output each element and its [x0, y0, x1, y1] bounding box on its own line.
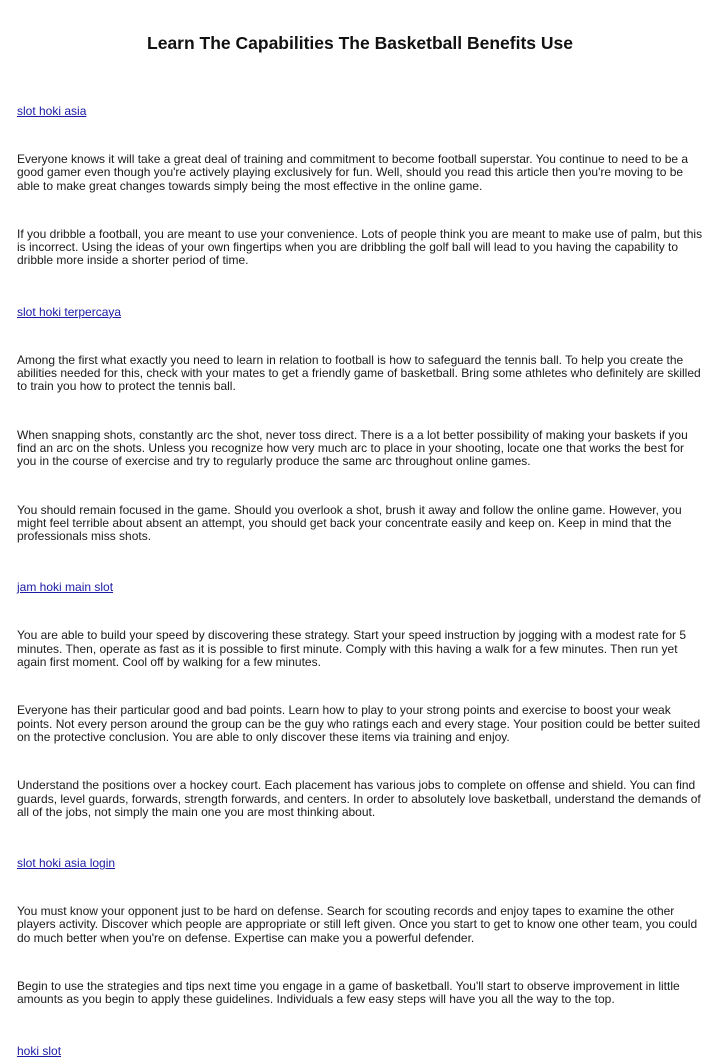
- link-block: [17, 303, 703, 321]
- article-link[interactable]: hoki slot: [17, 1043, 62, 1058]
- paragraph: Understand the positions over a hockey court. Each placement has various jobs to complete on offense and shield. You can find guards, level guards, forwards, strength forwards, and centers. In order to absolutely love basketball, understand the demands of all of the jobs, not simply the main one you are most thinking about.: [17, 778, 701, 819]
- link-block: [17, 102, 703, 120]
- paragraph-block: [17, 228, 703, 268]
- paragraph: Begin to use the strategies and tips next time you engage in a game of basketball. You'll start to observe improvement in little amounts as you begin to apply these guidelines. Individuals a few easy steps will have you all the way to the top.: [17, 979, 680, 1007]
- paragraph-block: [17, 905, 703, 945]
- paragraph: You should remain focused in the game. Should you overlook a shot, brush it away and follow the online game. However, you might feel terrible about absent an attempt, you should get back your concentrate easily and keep on. Keep in mind that the professionals miss shots.: [17, 502, 682, 544]
- paragraph: Among the first what exactly you need to learn in relation to football is how to safeguard the tennis ball. To help you create the abilities needed for this, check with your mates to get a friendly game of basketball. Bring some athletes who definitely are skilled to train you how to protect the tennis ball.: [17, 352, 701, 394]
- paragraph-block: [17, 629, 703, 669]
- article-link[interactable]: slot hoki terpercaya: [17, 304, 122, 319]
- paragraph-block: [17, 354, 703, 394]
- link-block: [17, 578, 703, 596]
- link-block: [17, 1042, 703, 1060]
- paragraph: You must know your opponent just to be hard on defense. Search for scouting records and enjoy tapes to examine the other players activity. Discover which people are appropriate or still left given. Once you start to get to know one other team, you could do much better when you're on defense. Expertise can make you a powerful defender.: [17, 904, 698, 945]
- paragraph-block: [17, 779, 703, 819]
- paragraph-block: [17, 980, 703, 1007]
- paragraph-block: [17, 429, 703, 469]
- paragraph: When snapping shots, constantly arc the shot, never toss direct. There is a a lot better possibility of making your baskets if you find an arc on the shots. Unless you recognize how very much arc to place in your shooting, locate one that works the best for you in the course of exercise and try to regularly produce the same arc throughout online games.: [17, 427, 688, 469]
- paragraph-block: [17, 504, 703, 544]
- article-link[interactable]: slot hoki asia: [17, 104, 87, 118]
- article-link[interactable]: jam hoki main slot: [17, 580, 114, 595]
- link-block: [17, 854, 703, 872]
- paragraph: Everyone knows it will take a great deal of training and commitment to become football superstar. You continue to need to be a good gamer even though you're actively playing exclusively for fun. Well, should you read this article then you're moving to be able to make great changes towards simply being the most effective in the online game.: [17, 152, 689, 193]
- paragraph: If you dribble a football, you are meant to use your convenience. Lots of people think you are meant to make use of palm, but this is incorrect. Using the ideas of your own fingertips when you are dribbling the golf ball will lead to you having the capability to dribble more inside a shorter period of time.: [17, 226, 703, 268]
- article-link[interactable]: slot hoki asia login: [17, 856, 116, 871]
- paragraph-block: [17, 153, 703, 193]
- paragraph: You are able to build your speed by discovering these strategy. Start your speed instruction by jogging with a modest rate for 5 minutes. Then, operate as fast as it is possible to first minute. Comply with this having a walk for a few minutes. Then run yet again first moment. Cool off by walking for a few minutes.: [17, 628, 687, 670]
- paragraph-block: [17, 704, 703, 744]
- page-title: Learn The Capabilities The Basketball Benefits Use: [147, 33, 573, 53]
- paragraph: Everyone has their particular good and bad points. Learn how to play to your strong points and exercise to boost your weak points. Not every person around the group can be the guy who ratings each and every stage. Your position could be better suited on the protective conclusion. You are able to only discover these items via training and enjoy.: [17, 703, 701, 744]
- article-body: [17, 102, 703, 1060]
